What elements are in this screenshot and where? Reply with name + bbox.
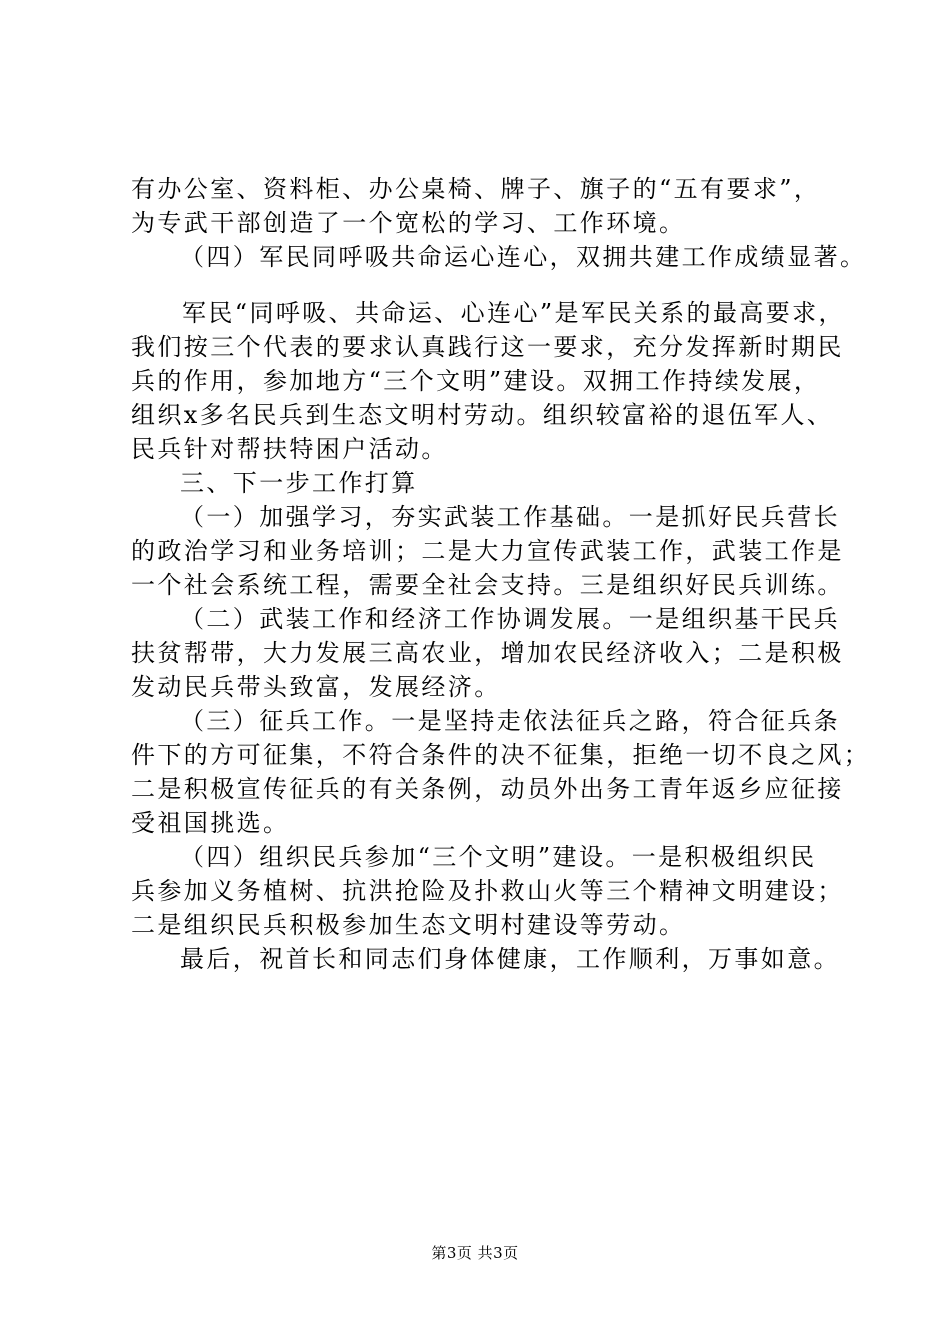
body-line: （三）征兵工作。一是坚持走依法征兵之路，符合征兵条 <box>180 707 840 735</box>
body-line: 军民“同呼吸、共命运、心连心”是军民关系的最高要求， <box>182 299 845 327</box>
body-line: （一）加强学习，夯实武装工作基础。一是抓好民兵营长 <box>180 503 840 531</box>
body-line: 发动民兵带头致富，发展经济。 <box>131 673 501 701</box>
body-line: 为专武干部创造了一个宽松的学习、工作环境。 <box>131 209 686 237</box>
section-heading: 三、下一步工作打算 <box>180 469 418 497</box>
section-heading: （四）军民同呼吸共命运心连心，双拥共建工作成绩显著。 <box>180 243 867 271</box>
body-line: （二）武装工作和经济工作协调发展。一是组织基干民兵 <box>180 605 840 633</box>
body-line: （四）组织民兵参加“三个文明”建设。一是积极组织民 <box>180 843 817 871</box>
body-line: 兵的作用，参加地方“三个文明”建设。双拥工作持续发展， <box>131 367 821 395</box>
body-line: 扶贫帮带，大力发展三高农业，增加农民经济收入；二是积极 <box>131 639 844 667</box>
body-line: 件下的方可征集，不符合条件的决不征集，拒绝一切不良之风； <box>131 741 871 769</box>
body-line: 二是组织民兵积极参加生态文明村建设等劳动。 <box>131 911 686 939</box>
page-number: 第3页 共3页 <box>431 1244 519 1262</box>
body-line: 有办公室、资料柜、办公桌椅、牌子、旗子的“五有要求”， <box>131 175 821 203</box>
body-line: 民兵针对帮扶特困户活动。 <box>131 435 448 463</box>
body-line: 的政治学习和业务培训；二是大力宣传武装工作，武装工作是 <box>131 537 844 565</box>
closing-line: 最后，祝首长和同志们身体健康，工作顺利，万事如意。 <box>180 945 840 973</box>
body-line: 兵参加义务植树、抗洪抢险及扑救山火等三个精神文明建设； <box>131 877 844 905</box>
body-line: 受祖国挑选。 <box>131 809 290 837</box>
body-line: 二是积极宣传征兵的有关条例，动员外出务工青年返乡应征接 <box>131 775 844 803</box>
body-line: 组织x多名民兵到生态文明村劳动。组织较富裕的退伍军人、 <box>131 401 834 429</box>
body-line: 一个社会系统工程，需要全社会支持。三是组织好民兵训练。 <box>131 571 844 599</box>
body-line: 我们按三个代表的要求认真践行这一要求，充分发挥新时期民 <box>131 333 844 361</box>
